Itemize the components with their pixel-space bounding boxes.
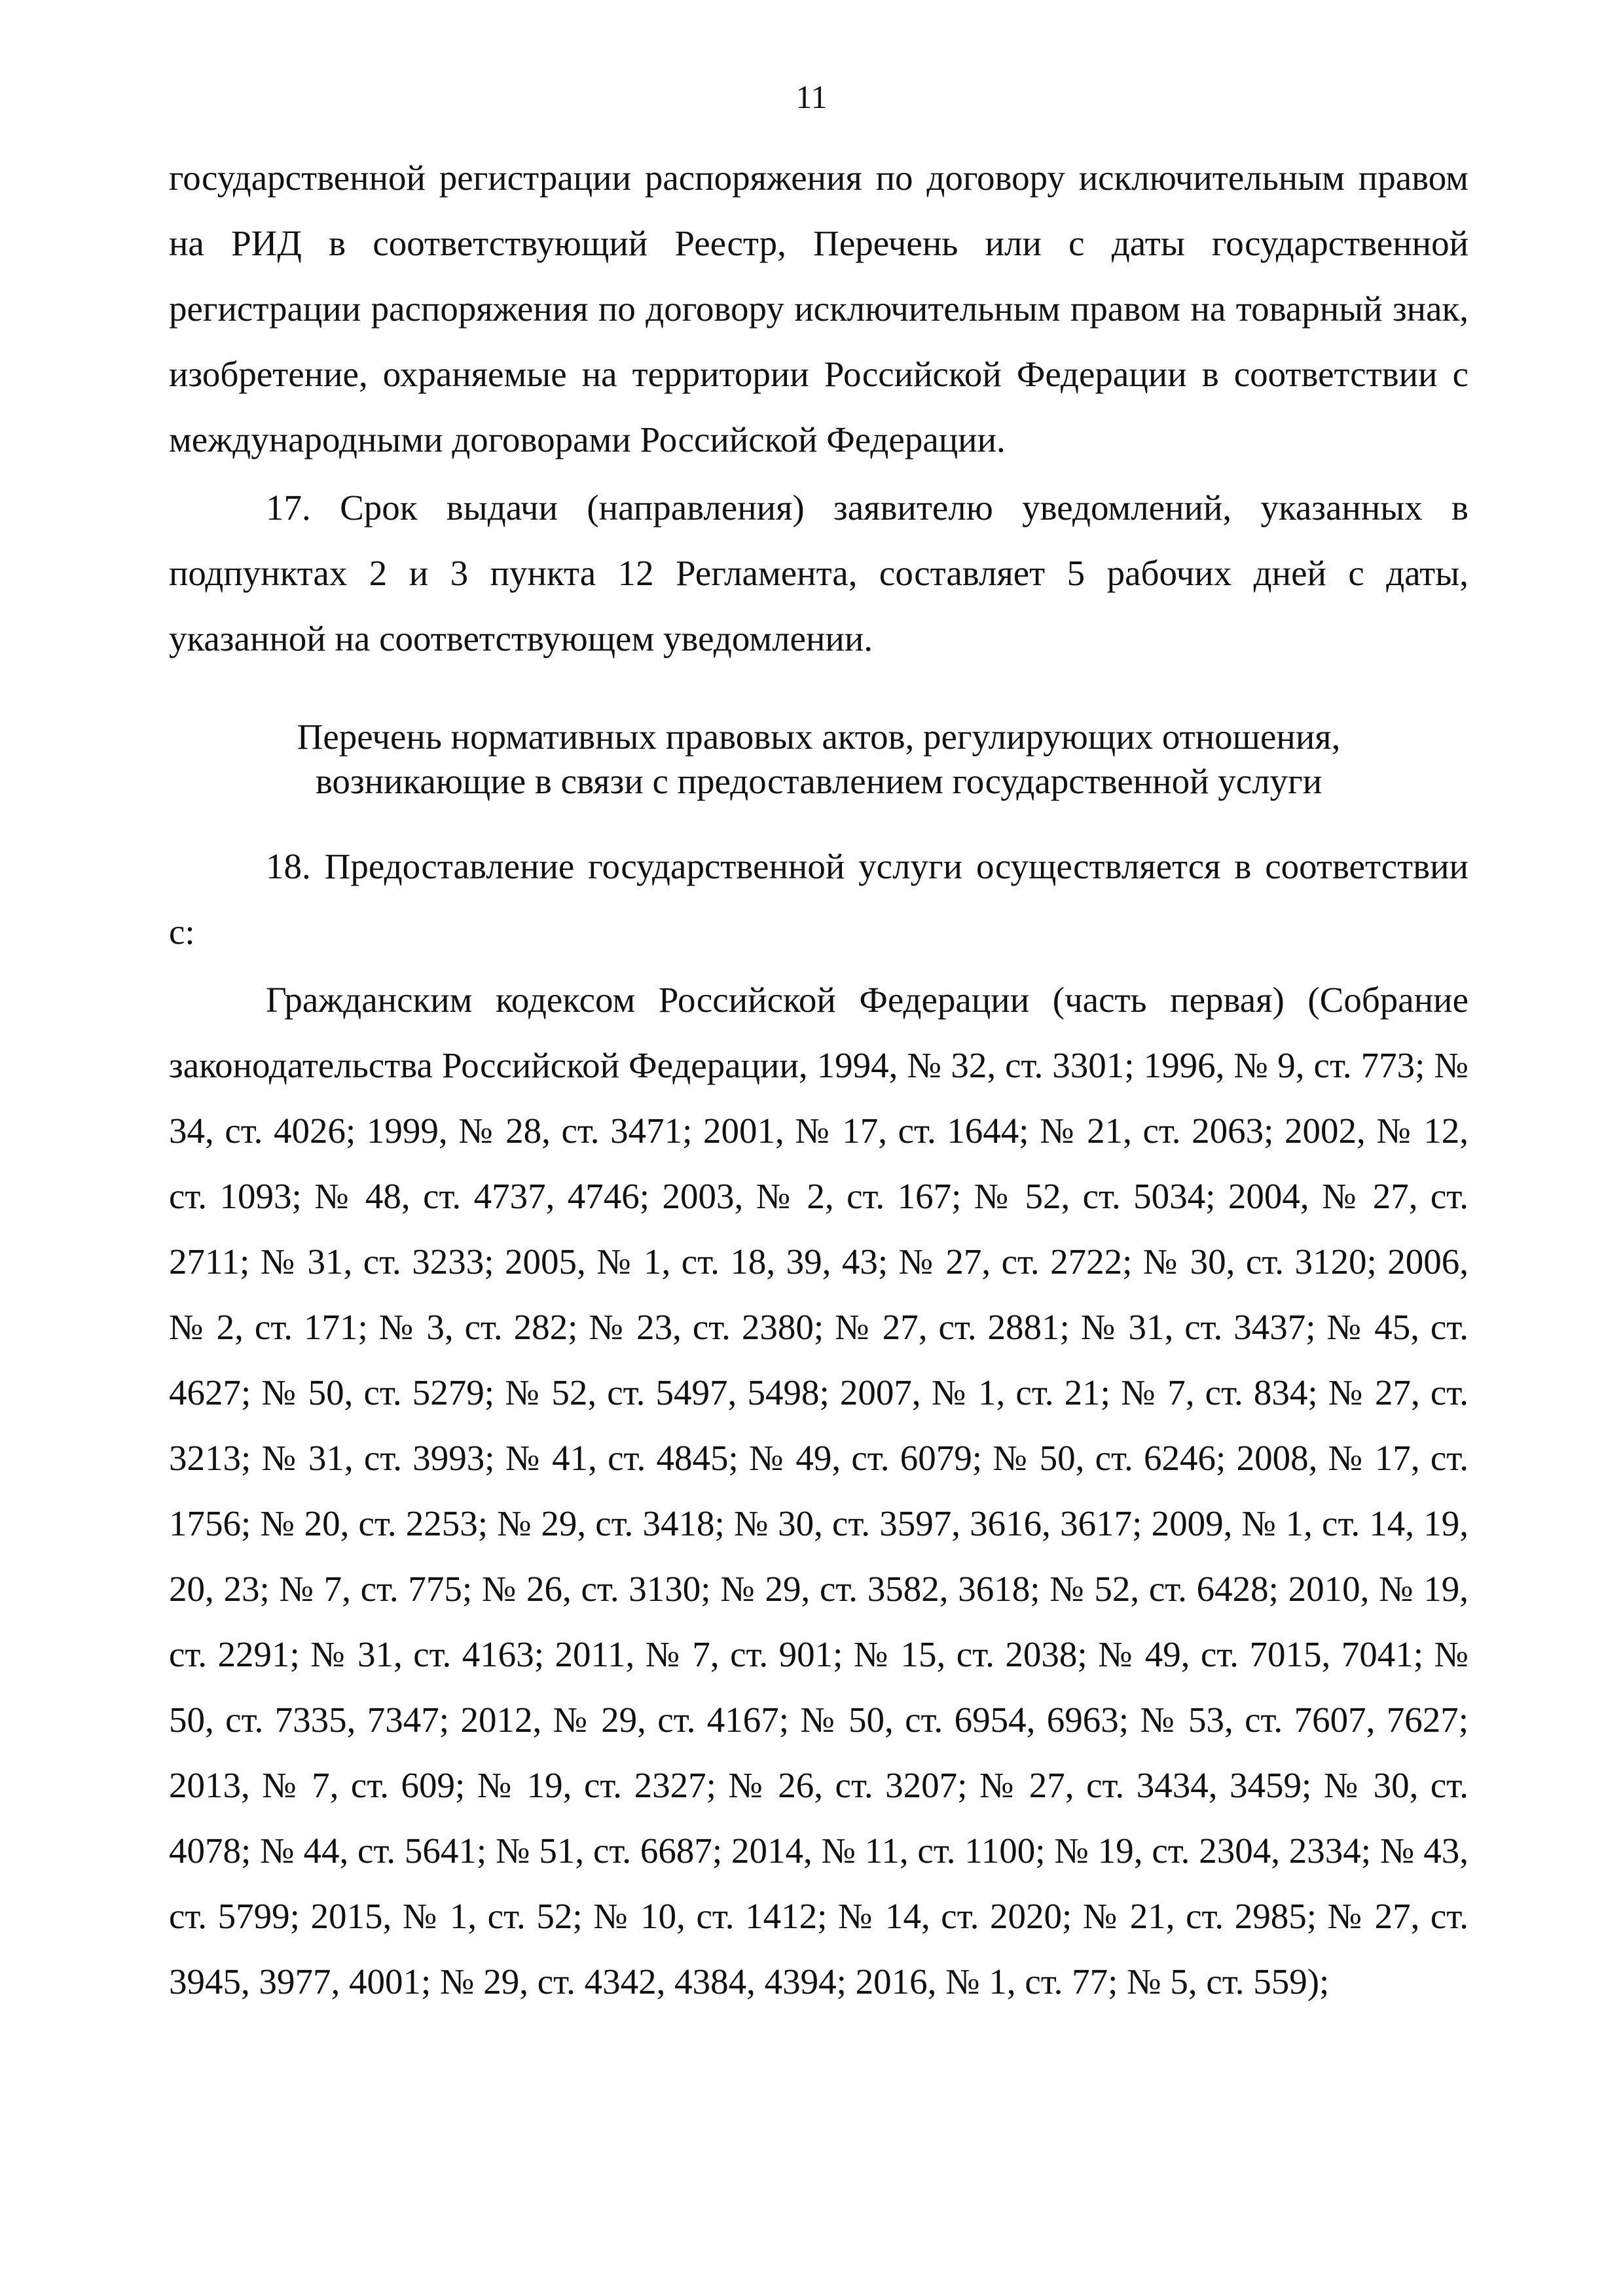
paragraph-item-18: 18. Предоставление государственной услуги осуществляется в соответствии с: (169, 846, 1468, 952)
paragraph-civil-code-citation: Гражданским кодексом Российской Федерации (часть первая) (Собрание законодательства Российской Федерации, 1994, № 32, ст. 3301; 1996, № 9, ст. 773; № 34, ст. 4026; 1999, № 28, ст. 3471; 2001, № 17, ст. 1644; № 21, ст. 2063; 2002, № 12, ст. 1093; № 48, ст. 4737, 4746; 2003, № 2, ст. 167; № 52, ст. 5034; 2004, № 27, ст. 2711; № 31, ст. 3233; 2005, № 1, ст. 18, 39, 43; № 27, ст. 2722; № 30, ст. 3120; 2006, № 2, ст. 171; № 3, ст. 282; № 23, ст. 2380; № 27, ст. 2881; № 31, ст. 3437; № 45, ст. 4627; № 50, ст. 5279; № 52, ст. 5497, 5498; 2007, № 1, ст. 21; № 7, ст. 834; № 27, ст. 3213; № 31, ст. 3993; № 41, ст. 4845; № 49, ст. 6079; № 50, ст. 6246; 2008, № 17, ст. 1756; № 20, ст. 2253; № 29, ст. 3418; № 30, ст. 3597, 3616, 3617; 2009, № 1, ст. 14, 19, 20, 23; № 7, ст. 775; № 26, ст. 3130; № 29, ст. 3582, 3618; № 52, ст. 6428; 2010, № 19, ст. 2291; № 31, ст. 4163; 2011, № 7, ст. 901; № 15, ст. 2038; № 49, ст. 7015, 7041; № 50, ст. 7335, 7347; 2012, № 29, ст. 4167; № 50, ст. 6954, 6963; № 53, ст. 7607, 7627; 2013, № 7, ст. 609; № 19, ст. 2327; № 26, ст. 3207; № 27, ст. 3434, 3459; № 30, ст. 4078; № 44, ст. 5641; № 51, ст. 6687; 2014, № 11, ст. 1100; № 19, ст. 2304, 2334; № 43, ст. 5799; 2015, № 1, ст. 52; № 10, ст. 1412; № 14, ст. 2020; № 21, ст. 2985; № 27, ст. 3945, 3977, 4001; № 29, ст. 4342, 4384, 4394; 2016, № 1, ст. 77; № 5, ст. 559); (169, 980, 1468, 2001)
document-body (169, 145, 1468, 2015)
section-heading-line-2: возникающие в связи с предоставлением государственной услуги (315, 761, 1322, 801)
page-number: 11 (795, 79, 828, 115)
paragraph-item-17: 17. Срок выдачи (направления) заявителю уведомлений, указанных в подпунктах 2 и 3 пункта 12 Регламента, составляет 5 рабочих дней с даты, указанной на соответствующем уведомлении. (169, 488, 1468, 658)
paragraph-continuation: государственной регистрации распоряжения по договору исключительным правом на РИД в соответствующий Реестр, Перечень или с даты государственной регистрации распоряжения по договору исключительным правом на товарный знак, изобретение, охраняемые на территории Российской Федерации в соответствии с международными договорами Российской Федерации. (169, 158, 1468, 459)
section-heading (169, 715, 1468, 804)
section-heading-line-1: Перечень нормативных правовых актов, регулирующих отношения, (297, 717, 1341, 757)
